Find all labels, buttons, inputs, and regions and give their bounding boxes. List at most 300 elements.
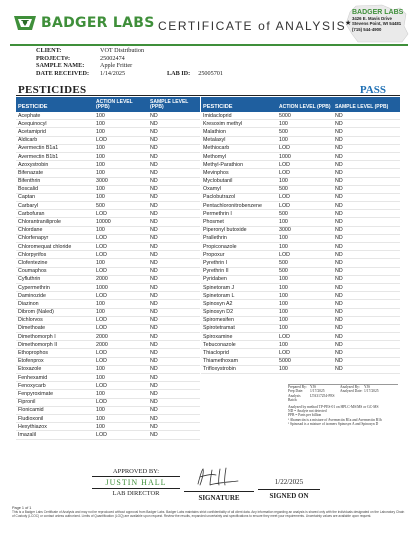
table-row: [16, 268, 200, 276]
header-rule: [10, 44, 408, 46]
pesticide-name: Spiromesifen: [203, 317, 234, 324]
action-level: 100: [96, 112, 105, 119]
sample-level: ND: [150, 210, 158, 217]
action-level: 100: [96, 194, 105, 201]
action-level: 3000: [96, 178, 108, 185]
pesticide-name: Carbofuran: [18, 210, 45, 217]
table-row: [16, 161, 200, 169]
action-level: 100: [96, 309, 105, 316]
action-level: LOD: [96, 399, 107, 406]
table-header: [201, 97, 400, 112]
action-level: LOD: [96, 382, 107, 389]
section-title: PESTICIDES: [18, 84, 87, 96]
action-level: 100: [96, 128, 105, 135]
pesticide-name: Piperonyl butoxide: [203, 227, 247, 234]
sample-level: ND: [150, 390, 158, 397]
pesticide-name: Prallethrin: [203, 235, 227, 242]
pesticide-name: Chlorfenapyr: [18, 235, 49, 242]
pesticide-name: Mevinphos: [203, 169, 229, 176]
pesticide-name: Methiocarb: [203, 145, 230, 152]
sample-level: ND: [335, 350, 343, 357]
table-row: [16, 251, 200, 259]
sample-level: ND: [150, 137, 158, 144]
pesticide-name: Cypermethrin: [18, 284, 50, 291]
disclaimer: This is a Badger Labs Certificate of Analysis and may not be reproduced without approval from Badger Labs. Badger Labs maintains strict confidentiality of all client data. Any information regarding an analysis is shared only with the individuals designated on the Laboratory Chain of Custody (LCOC) or contact unless authorized. Limits of Quantification (LOQ) are available upon request. Review the results, expanded uncertainty and specifications to ensure they meet your requirements. Uncertainty values are available upon request.: [12, 510, 405, 518]
sample-level: ND: [335, 251, 343, 258]
table-row: [201, 145, 400, 153]
table-row: [201, 268, 400, 276]
approval-block: [92, 468, 180, 497]
sample-level: ND: [150, 153, 158, 160]
pesticide-name: Coumaphos: [18, 268, 47, 275]
pesticide-name: Malathion: [203, 128, 226, 135]
address-line-2: Stevens Point, WI 54481: [352, 21, 402, 27]
action-level: 100: [279, 235, 288, 242]
note-line: ND = Analyte not detected: [288, 409, 327, 414]
sample-level: ND: [150, 276, 158, 283]
table-row: [201, 366, 400, 374]
date-received-label: DATE RECEIVED:: [36, 69, 90, 77]
signed-on-label: SIGNED ON: [258, 489, 320, 500]
sample-name-label: SAMPLE NAME:: [36, 62, 85, 70]
lab-id-value: 25005701: [198, 70, 223, 77]
pesticide-name: Etofenprox: [18, 358, 44, 365]
sample-level-header: SAMPLE LEVEL (PPB): [335, 104, 389, 111]
table-row: [16, 399, 200, 407]
action-level-header: ACTION LEVEL (PPB): [96, 98, 133, 111]
action-level: 100: [96, 145, 105, 152]
sample-level: ND: [335, 161, 343, 168]
sample-level: ND: [150, 243, 158, 250]
sample-level: ND: [150, 120, 158, 127]
action-level: 3000: [279, 227, 291, 234]
table-row: [201, 349, 400, 357]
action-level: 500: [96, 202, 105, 209]
pesticide-name: Trifloxystrobin: [203, 366, 236, 373]
action-level: LOD: [279, 145, 290, 152]
sample-level: ND: [150, 300, 158, 307]
pesticide-name: Propoxur: [203, 251, 225, 258]
action-level: LOD: [279, 251, 290, 258]
note-line: PPB = Parts per billion: [288, 413, 322, 418]
table-row: [201, 153, 400, 161]
pesticide-name: Diazinon: [18, 300, 39, 307]
table-row: [16, 382, 200, 390]
sample-level: ND: [335, 268, 343, 275]
sample-level: ND: [150, 268, 158, 275]
table-row: [16, 407, 200, 415]
action-level: LOD: [279, 333, 290, 340]
pesticide-name: Etoxazole: [18, 366, 42, 373]
action-level: 500: [279, 259, 288, 266]
action-level: 500: [279, 128, 288, 135]
project-label: PROJECT#:: [36, 54, 71, 62]
table-header: [16, 97, 200, 112]
action-level: 100: [96, 227, 105, 234]
table-row: [16, 235, 200, 243]
table-row: [16, 120, 200, 128]
sample-level: ND: [335, 259, 343, 266]
action-level: LOD: [279, 194, 290, 201]
analyzed-date-label: Analyzed Date:: [340, 389, 363, 394]
prep-date-label: Prep Date:: [288, 389, 304, 394]
sample-level: ND: [150, 251, 158, 258]
pesticide-name: Dichlorvos: [18, 317, 43, 324]
sample-level: ND: [150, 431, 158, 438]
signed-date: 1/22/2025: [274, 478, 304, 486]
action-level: 100: [96, 366, 105, 373]
address-block: [344, 7, 410, 41]
pesticide-name: Daminozide: [18, 292, 46, 299]
prep-date-value: 1/17/2025: [310, 389, 325, 394]
table-row: [16, 194, 200, 202]
pesticide-name: Paclobutrazol: [203, 194, 236, 201]
sample-level: ND: [335, 219, 343, 226]
table-row: [16, 186, 200, 194]
pesticide-name: Fenpyroximate: [18, 390, 54, 397]
analyzed-date-value: 1/17/2025: [364, 389, 379, 394]
sample-level: ND: [150, 169, 158, 176]
pesticide-name: Tebuconazole: [203, 341, 236, 348]
handwritten-signature: [190, 466, 246, 488]
pesticide-name: Metalaxyl: [203, 137, 226, 144]
sample-level: ND: [150, 219, 158, 226]
pesticide-name: Spinosyn D2: [203, 309, 234, 316]
table-row: [201, 333, 400, 341]
sample-level: ND: [335, 153, 343, 160]
sample-level: ND: [150, 341, 158, 348]
sample-info: [36, 47, 165, 77]
signature-block: [184, 466, 254, 506]
pesticide-name: Pentachloronitrobenzene: [203, 202, 262, 209]
pesticide-name: Dimethomorph II: [18, 341, 58, 348]
action-level-header: ACTION LEVEL (PPB): [279, 104, 331, 111]
pesticide-name: Pyrethrin II: [203, 268, 229, 275]
table-row: [201, 112, 400, 120]
table-row: [201, 284, 400, 292]
table-row: [16, 300, 200, 308]
certificate-title: CERTIFICATE of ANALYSIS: [158, 19, 347, 33]
sample-level: ND: [335, 341, 343, 348]
table-row: [16, 210, 200, 218]
table-row: [201, 128, 400, 136]
sample-level: ND: [335, 243, 343, 250]
pesticides-section-header: [16, 84, 400, 96]
header: [0, 0, 416, 48]
sample-level: ND: [335, 137, 343, 144]
action-level: LOD: [96, 325, 107, 332]
table-row: [16, 292, 200, 300]
action-level: 1000: [279, 153, 291, 160]
action-level: LOD: [96, 317, 107, 324]
table-row: [16, 178, 200, 186]
page-number: Page 1 of 1: [12, 506, 32, 510]
table-row: [201, 218, 400, 226]
pesticide-name: Fipronil: [18, 399, 36, 406]
sample-level: ND: [150, 382, 158, 389]
table-body: [201, 112, 400, 374]
action-level: LOD: [96, 358, 107, 365]
table-row: [16, 202, 200, 210]
pesticide-name: Spinetoram L: [203, 292, 235, 299]
pesticide-name: Fenhexamid: [18, 374, 48, 381]
address-phone: (715) 544-4900: [352, 26, 382, 32]
sample-level: ND: [150, 128, 158, 135]
pesticide-header: PESTICIDE: [18, 104, 48, 111]
table-row: [16, 128, 200, 136]
table-row: [201, 341, 400, 349]
note-line: ¹ Abamectin is a mixture of Avermectin B1a and Avermectin B1b: [288, 417, 382, 422]
sample-level: ND: [335, 325, 343, 332]
action-level: LOD: [96, 268, 107, 275]
table-row: [16, 341, 200, 349]
action-level: 100: [279, 137, 288, 144]
pesticide-name: Thiamethoxam: [203, 358, 239, 365]
table-row: [201, 309, 400, 317]
table-row: [201, 202, 400, 210]
sample-level: ND: [150, 366, 158, 373]
sample-level: ND: [150, 423, 158, 430]
pesticide-name: Fludioxonil: [18, 415, 44, 422]
action-level: 100: [96, 186, 105, 193]
action-level: LOD: [96, 431, 107, 438]
action-level: 2000: [96, 333, 108, 340]
analyzed-by-label: Analyzed By:: [340, 385, 360, 389]
table-row: [201, 276, 400, 284]
sample-level: ND: [335, 276, 343, 283]
pesticide-name: Acetamiprid: [18, 128, 46, 135]
action-level: 100: [279, 243, 288, 250]
pesticide-name: Clofentezine: [18, 259, 48, 266]
sample-level: ND: [150, 235, 158, 242]
sample-level: ND: [335, 202, 343, 209]
signed-on-block: [258, 478, 320, 500]
sample-level: ND: [150, 350, 158, 357]
action-level: 100: [279, 366, 288, 373]
pesticide-name: Methomyl: [203, 153, 226, 160]
sample-level: ND: [335, 112, 343, 119]
table-row: [16, 153, 200, 161]
sample-level: ND: [335, 317, 343, 324]
sample-level: ND: [335, 358, 343, 365]
sample-level: ND: [150, 309, 158, 316]
pesticide-name: Chlorpyrifos: [18, 251, 47, 258]
action-level: LOD: [279, 169, 290, 176]
table-row: [16, 374, 200, 382]
action-level: 100: [96, 120, 105, 127]
sample-level: ND: [335, 120, 343, 127]
signature-label: SIGNATURE: [184, 491, 254, 502]
sample-level: ND: [150, 415, 158, 422]
sample-level: ND: [150, 325, 158, 332]
table-row: [201, 169, 400, 177]
lab-id-label: LAB ID:: [167, 70, 191, 77]
action-level: LOD: [279, 350, 290, 357]
note-line: Analyzed by method TP-PES-01 on HPLC-MS/MS or GC-MS: [288, 404, 379, 409]
sample-level: ND: [150, 178, 158, 185]
table-row: [16, 333, 200, 341]
pesticide-name: Ethoprophos: [18, 350, 49, 357]
address-brand: BADGER LABS: [352, 9, 404, 16]
pesticide-name: Boscalid: [18, 186, 39, 193]
sample-level: ND: [150, 112, 158, 119]
action-level: 100: [279, 309, 288, 316]
table-row: [16, 431, 200, 439]
sample-level: ND: [335, 128, 343, 135]
client-label: CLIENT:: [36, 47, 62, 54]
table-row: [201, 325, 400, 333]
sample-level: ND: [335, 333, 343, 340]
sample-level: ND: [150, 284, 158, 291]
table-row: [16, 218, 200, 226]
pesticide-name: Avermectin B1a1: [18, 145, 59, 152]
pesticide-name: Acephate: [18, 112, 41, 119]
sample-level: ND: [335, 210, 343, 217]
pesticide-name: Dimethomorph I: [18, 333, 56, 340]
table-row: [16, 227, 200, 235]
sample-level: ND: [335, 194, 343, 201]
table-row: [201, 300, 400, 308]
action-level: 100: [96, 415, 105, 422]
pesticide-table-right: [201, 97, 400, 374]
table-row: [201, 186, 400, 194]
note-line: ² Spinosad is a mixture of isomers Spinosyn A and Spinosyn D: [288, 422, 379, 427]
table-row: [16, 309, 200, 317]
action-level: 2000: [96, 276, 108, 283]
date-received-value: 1/14/2025: [100, 69, 126, 77]
sample-level: ND: [335, 235, 343, 242]
pesticide-name: Pyrethrin I: [203, 259, 228, 266]
action-level: 100: [96, 407, 105, 414]
action-level: 100: [96, 374, 105, 381]
table-row: [16, 390, 200, 398]
action-level: 500: [279, 210, 288, 217]
pesticide-name: Pyridaben: [203, 276, 227, 283]
sample-level: ND: [150, 227, 158, 234]
analysis-notes: [288, 385, 398, 427]
pesticide-name: Imidacloprid: [203, 112, 232, 119]
sample-level: ND: [335, 169, 343, 176]
sample-level: ND: [150, 317, 158, 324]
action-level: 5000: [279, 112, 291, 119]
pesticide-name: Chloromequat chloride: [18, 243, 72, 250]
sample-level: ND: [150, 145, 158, 152]
action-level: LOD: [96, 292, 107, 299]
action-level: 100: [279, 276, 288, 283]
sample-level: ND: [150, 202, 158, 209]
pesticide-name: Oxamyl: [203, 186, 221, 193]
action-level: 100: [279, 341, 288, 348]
pesticide-name: Permethrin I: [203, 210, 232, 217]
pesticide-name: Captan: [18, 194, 36, 201]
pesticide-name: Cyfluthrin: [18, 276, 41, 283]
action-level: LOD: [96, 251, 107, 258]
table-row: [201, 259, 400, 267]
pesticide-name: Thiacloprid: [203, 350, 229, 357]
action-level: 500: [279, 186, 288, 193]
sample-level: ND: [150, 194, 158, 201]
brand-name: BADGER LABS: [41, 15, 155, 31]
action-level: 10000: [96, 219, 111, 226]
table-row: [201, 292, 400, 300]
table-row: [16, 259, 200, 267]
action-level: 100: [279, 292, 288, 299]
table-row: [201, 137, 400, 145]
sample-level: ND: [150, 292, 158, 299]
table-row: [16, 145, 200, 153]
sample-level: ND: [335, 309, 343, 316]
action-level: LOD: [279, 161, 290, 168]
table-row: [16, 358, 200, 366]
analyzed-by-value: YJS: [364, 385, 370, 389]
pesticide-name: Spinosyn A2: [203, 300, 233, 307]
action-level: 500: [279, 268, 288, 275]
sample-level: ND: [150, 399, 158, 406]
sample-level: ND: [335, 227, 343, 234]
prepared-by-label: Prepared By:: [288, 385, 307, 389]
pesticide-name: Hexythiazox: [18, 423, 47, 430]
sample-level: ND: [150, 186, 158, 193]
sample-level: ND: [335, 178, 343, 185]
sample-name-value: Apple Fritter: [100, 62, 133, 70]
client-value: VOT Distribution: [100, 47, 145, 54]
table-row: [16, 169, 200, 177]
pesticide-name: Propiconazole: [203, 243, 237, 250]
table-row: [201, 210, 400, 218]
action-level: 5000: [279, 358, 291, 365]
badger-logo-icon: [12, 12, 38, 34]
table-row: [201, 317, 400, 325]
table-row: [16, 366, 200, 374]
lab-id: [167, 70, 223, 77]
batch-label: Analysis Batch:: [288, 393, 301, 403]
table-row: [16, 243, 200, 251]
pesticide-name: Dibrom (Naled): [18, 309, 54, 316]
sample-level: ND: [335, 284, 343, 291]
pesticide-name: Bifenazate: [18, 169, 44, 176]
action-level: 100: [279, 219, 288, 226]
action-level: 100: [96, 390, 105, 397]
action-level: LOD: [96, 235, 107, 242]
pesticide-table-left: [16, 97, 200, 440]
sample-level: ND: [150, 407, 158, 414]
action-level: 100: [96, 169, 105, 176]
action-level: 100: [279, 284, 288, 291]
pesticide-name: Dimethoate: [18, 325, 46, 332]
pesticide-name: Acequinocyl: [18, 120, 47, 127]
table-row: [16, 317, 200, 325]
pesticide-name: Flonicamid: [18, 407, 44, 414]
action-level: 100: [96, 300, 105, 307]
action-level: LOD: [96, 243, 107, 250]
pesticide-name: Aldicarb: [18, 137, 38, 144]
table-row: [16, 284, 200, 292]
action-level: 100: [96, 161, 105, 168]
pesticide-name: Carbaryl: [18, 202, 39, 209]
prepared-by-value: YJS: [310, 385, 316, 389]
pesticide-name: Phosmet: [203, 219, 224, 226]
pass-status: PASS: [359, 84, 386, 96]
table-row: [201, 251, 400, 259]
logo: [12, 12, 155, 34]
sample-level: ND: [335, 366, 343, 373]
action-level: 100: [96, 153, 105, 160]
action-level: LOD: [96, 350, 107, 357]
sample-level: ND: [150, 259, 158, 266]
pesticide-name: Azoxystrobin: [18, 161, 49, 168]
pesticide-name: Methyl-Parathion: [203, 161, 244, 168]
sample-level: ND: [335, 145, 343, 152]
